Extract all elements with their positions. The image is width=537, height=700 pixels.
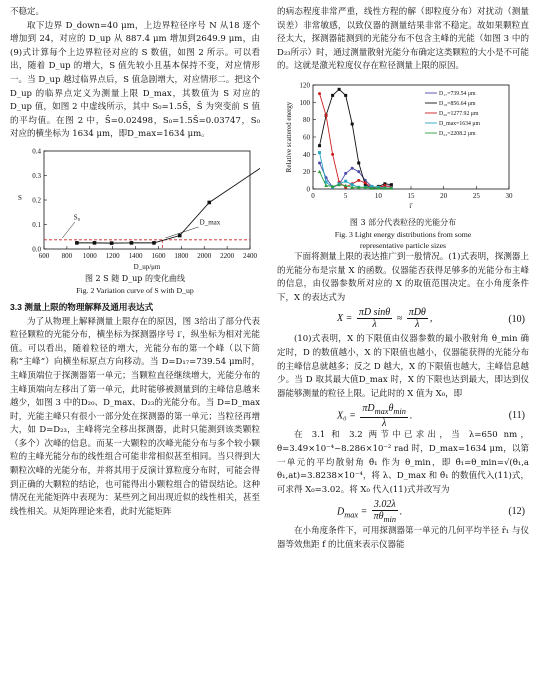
legend-entry: D₂₀=1277.92 μm (439, 110, 479, 117)
data-point (344, 94, 347, 97)
paragraph: 下面将测量上限的表达推广到一般情况。(1)式表明，探测器上的光能分布是宗量 X 的函数。仪器能否获得足够多的光能分布主峰的信息，由仪器参数所对应的 X 的取值范围决定。在小角度条件下，X 的表达式为 (277, 251, 529, 303)
y-tick-label: 0 (306, 185, 310, 194)
data-point (357, 170, 360, 173)
section-heading: 3.3 测量上限的物理解释及通用表达式 (10, 301, 154, 312)
data-point (130, 241, 134, 245)
series-line (320, 163, 392, 187)
dmax-label: D_max (199, 218, 221, 227)
legend-entry: D₁₇=739.54 μm (439, 90, 476, 97)
x-tick-label: 2000 (197, 251, 212, 260)
figure-2 (10, 145, 260, 296)
data-point (318, 170, 322, 173)
dmax-leader (165, 227, 198, 238)
data-point (351, 122, 354, 125)
s0-label: S₀ (73, 213, 81, 222)
y-tick-label: 100 (299, 98, 310, 107)
x-axis-label: D_up/μm (133, 262, 161, 271)
paragraph: 为了从物理上解释测量上限存在的原因，图 3给出了部分代表粒径颗粒的光能分布，横坐标为探测器序号 i′，纵坐标为相对光能值。可以看出，随着粒径的增大，光能分布的第一个峰（以下简称“主峰”）向横坐标原点方向移动。当 D=D₁₇=739.54 μm时，主峰顶端位于探测器第一单元；当颗粒直径继续增大，光能分布的主峰顶端向左移出了第一单元，此时能够被测量到的主峰信息越来越少，如图 3 中的D₂₀、D_max、D₂₃的光能分布。当 D=D_max 时，光能主峰只有很小一部分处在探测器的第一单元；当粒径再增大，如 D=D₂₃，主峰将完全移出探测器，此时只能测到该类颗粒（多个）次峰的信息。而某一大颗粒的次峰光能分布与多个较小颗粒的主峰光能分布的线性组合可能非常相似甚至相同。当只得到大颗粒次峰的光能分布，并将其用于反演计算粒度分布时，可能会得到正确的大颗粒的结论，也可能得出小颗粒组合的错误结论。这种情况在光能矩阵中表现为：某些列之间出现近似的线性相关，甚至线性相关。从矩阵理论来看，此时光能矩阵 (10, 316, 260, 517)
data-point (338, 88, 341, 91)
y-axis-label: S (18, 193, 22, 202)
equation-number: (11) (508, 410, 525, 422)
figure-2-chart (10, 145, 260, 273)
y-tick-label: 0.3 (32, 171, 41, 180)
data-point (207, 201, 211, 205)
y-axis-label: Relative scattered energy (285, 101, 293, 173)
x-tick-label: 0 (311, 191, 315, 200)
figure-3-caption-en: representative particle sizes (359, 240, 447, 250)
data-point (318, 144, 321, 147)
legend-entry: D₁₈=856.64 μm (439, 100, 476, 107)
data-point (325, 114, 328, 117)
y-tick-label: 120 (299, 81, 310, 90)
x-tick-label: 1400 (128, 251, 143, 260)
paragraph: 取下边界 D_down=40 μm，上边界粒径序号 N 从18 逐个增加到 24，对应的 D_up 从 887.4 μm 增加到2649.9 μm，由(9)式计算每个上边界粒径对应的 S 数值，如图 2 所示。可以看出，随着 D_up 的增大，S 值先较小且基本保持不变，对应情形一。当 D_up 越过临界点后，S 值急剧增大，对应情形二。把这个 D_up 的临界点定义为测量上限 D_max，其数值为 S 对应的 D_up 值，如图 2 中虚线所示，其中 S₀=1.5S̄，S̄ 为突变前 S 值的平均值。在图 2 中，S̄=0.02498，S₀=1.5S̄=0.03747，S₀ 对应的横坐标为 1634 μm，即D_max=1634 μm。 (10, 20, 260, 140)
x-tick-label: 20 (440, 191, 448, 200)
s0-leader (62, 222, 75, 238)
y-tick-label: 40 (303, 150, 310, 159)
paragraph: (10)式表明，X 的下限值由仪器参数的最小散射角 θ_min 确定时，D 的数值越小，X 的下限值也越小，仪器能获得的光能分布的主峰信息就越多；反之 D 越大，X 的下限值也越大，主峰信息越少。当 D 取其最大值D_max 时，X 的下限也达到最大，即达到仪器能够测量的粒径上限。记此时的 X 值为 X₀，即 (277, 334, 529, 399)
figure-3 (277, 77, 529, 251)
x-tick-label: 25 (472, 191, 480, 200)
equation-body: $D_{max}$ = $\frac{3.02\lambda}{\pi\theta_{min}}$ . (337, 499, 403, 525)
data-point (318, 151, 321, 154)
y-tick-label: 60 (303, 133, 310, 142)
equation-12 (277, 497, 529, 525)
x-tick-label: 1200 (105, 251, 120, 260)
y-tick-label: 0.1 (32, 220, 41, 229)
data-point (318, 92, 321, 95)
y-tick-label: 0.2 (32, 196, 41, 205)
equation-10 (277, 305, 529, 333)
data-point (351, 167, 354, 170)
y-tick-label: 0.4 (32, 147, 41, 156)
paragraph: 在小角度条件下，可用探测器第一单元的几何平均半径 r̄₁ 与仪器等效焦距 f 的比值来表示仪器能 (277, 526, 529, 550)
figure-3-caption-en: Fig. 3 Light energy distributions from some (334, 229, 472, 239)
data-point (357, 179, 360, 182)
data-point (152, 241, 156, 245)
paragraph: 不稳定。 (10, 7, 45, 17)
left-column (10, 6, 260, 519)
plot-frame (313, 85, 509, 189)
x-tick-label: 15 (407, 191, 415, 200)
x-tick-label: 1000 (82, 251, 97, 260)
data-point (344, 172, 347, 175)
equation-body: X₀ = $\frac{\pi D_{max}\theta_{min}}{\lambda}$ . (337, 403, 413, 430)
x-tick-label: 600 (38, 251, 50, 260)
data-point (318, 161, 321, 164)
equation-11 (277, 401, 529, 429)
x-tick-label: 1600 (151, 251, 166, 260)
y-tick-label: 20 (303, 168, 310, 177)
s-curve (77, 156, 260, 243)
right-column (277, 6, 529, 552)
x-tick-label: 800 (61, 251, 73, 260)
paragraph: 在 3.1 和 3.2 两节中已求出，当 λ=650 nm，θ=3.49×10⁻⁴~8.286×10⁻² rad 时，D_max=1634 μm，以第一单元的平均散射角 θ̄₁ 作为 θ_min，即 θ̄₁=θ_min=√(θ₁,a θ₁,at)=3.8238×10⁻⁴，将 λ、D_max 和 θ̄₁ 的数值代入(11)式，可求得 X₀=3.02。将 X₀ 代入(11)式并改写为 (277, 430, 529, 495)
data-point (331, 153, 334, 156)
x-axis-label: i′ (409, 201, 413, 210)
figure-3-caption: 图 3 部分代表粒径的光能分布 (349, 217, 457, 227)
data-point (178, 234, 182, 238)
y-tick-label: 0.0 (32, 245, 41, 254)
x-tick-label: 5 (343, 191, 348, 200)
equation-body: X = $\frac{\text{πD sinθ}}{\lambda}$ ≈ $\frac{\text{πDθ}}{\lambda}$ , (337, 307, 433, 331)
data-point (344, 180, 347, 183)
data-point (110, 241, 114, 245)
x-tick-label: 2200 (220, 251, 235, 260)
data-point (357, 161, 360, 164)
plot-frame (44, 151, 250, 249)
x-tick-label: 30 (505, 191, 513, 200)
series-line (320, 94, 392, 188)
x-tick-label: 1800 (174, 251, 189, 260)
equation-number: (10) (508, 314, 525, 326)
x-tick-label: 10 (374, 191, 382, 200)
y-tick-label: 80 (303, 116, 310, 125)
figure-2-caption: 图 2 S 随 D_up 的变化曲线 (85, 273, 185, 283)
equation-number: (12) (508, 506, 525, 518)
data-point (364, 181, 367, 184)
x-tick-label: 2400 (243, 251, 257, 260)
data-point (75, 241, 79, 245)
data-point (331, 94, 334, 97)
figure-2-caption-en: Fig. 2 Variation curve of S with D_up (76, 285, 194, 295)
paragraph: 的病态程度非常严重，线性方程的解（即粒度分布）对扰动（测量误差）非常敏感，以致仪器的测量结果非常不稳定。故如果颗粒直径太大，探测器能测到的光能分布不包含主峰的光能（如图 3 中的 D₂₃所示）时，通过测量散射光能分布确定这类颗粒的大小是不可能的。这就是激光粒度仪存在粒径测量上限的原因。 (277, 7, 529, 72)
legend-entry: D_max=1634 μm (439, 120, 480, 127)
figure-3-chart (277, 77, 529, 217)
data-point (390, 183, 393, 186)
legend-entry: D₂₃=2208.2 μm (439, 130, 476, 137)
data-point (93, 241, 97, 245)
